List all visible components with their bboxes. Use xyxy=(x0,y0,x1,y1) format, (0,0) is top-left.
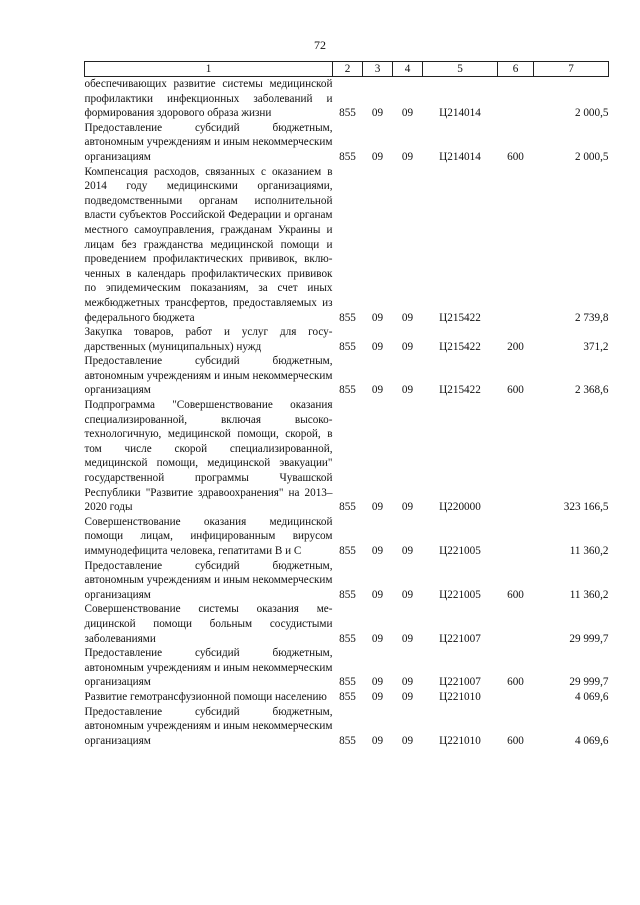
cell-type: 600 xyxy=(507,384,524,397)
cell-type xyxy=(498,515,534,559)
cell-target: Ц221010 xyxy=(439,690,481,703)
cell-subsection: 09 xyxy=(401,311,414,324)
table-row xyxy=(85,354,609,398)
cell-name: Предоставление субсидий бюджетным, автономным учреждениям и иным некоммерческим организациям xyxy=(84,121,333,163)
cell-amount: 2 000,5 xyxy=(574,150,609,163)
cell-subsection: 09 xyxy=(401,676,414,689)
cell-section: 09 xyxy=(371,150,384,163)
cell-target: Ц220000 xyxy=(439,501,481,514)
cell-name: Подпрограмма "Совершенствование оказания специализированной, включая высокотехнологичную, медицинской помощи, скорой, в том числе скорой специализированной, медицинской помощи, медицинской эвакуации" государственной программы Чувашской Республики "Развитие здравоохранения" на 2013–2020 годы xyxy=(84,399,333,514)
cell-name: Совершенствование системы оказания медицинской помощи больным сосудистыми заболеваниями xyxy=(84,603,333,645)
col-header-section: 3 xyxy=(363,62,393,77)
cell-section: 09 xyxy=(371,384,384,397)
cell-type: 600 xyxy=(507,150,524,163)
cell-amount: 29 999,7 xyxy=(569,632,609,645)
cell-type xyxy=(498,690,534,705)
table-row xyxy=(85,77,609,121)
cell-ministry: 855 xyxy=(339,107,356,120)
cell-target: Ц214014 xyxy=(439,107,481,120)
cell-ministry: 855 xyxy=(339,545,356,557)
cell-amount: 11 360,2 xyxy=(569,545,609,557)
cell-target: Ц221005 xyxy=(439,588,481,601)
cell-target: Ц221007 xyxy=(439,676,481,689)
table-row xyxy=(85,325,609,354)
cell-type xyxy=(498,77,534,121)
cell-ministry: 855 xyxy=(339,734,356,747)
cell-subsection: 09 xyxy=(401,501,414,514)
table-row xyxy=(85,646,609,690)
cell-ministry: 855 xyxy=(339,588,356,601)
col-header-name: 1 xyxy=(85,62,333,77)
cell-section: 09 xyxy=(371,340,384,353)
cell-ministry: 855 xyxy=(339,501,356,514)
col-header-subsection: 4 xyxy=(393,62,423,77)
cell-type xyxy=(498,602,534,646)
cell-section: 09 xyxy=(371,632,384,645)
cell-type: 200 xyxy=(507,340,524,353)
cell-type: 600 xyxy=(507,676,524,689)
cell-subsection: 09 xyxy=(401,690,414,703)
cell-target: Ц221010 xyxy=(439,734,481,747)
col-header-type: 6 xyxy=(498,62,534,77)
cell-name: обеспечивающих развитие системы медицинской профилактики инфекционных заболеваний и формирования здорового образа жизни xyxy=(84,78,333,120)
cell-name: Предоставление субсидий бюджетным, автономным учреждениям и иным некоммерческим организациям xyxy=(84,705,333,747)
cell-type: 600 xyxy=(507,588,524,601)
cell-amount: 323 166,5 xyxy=(563,501,609,514)
col-header-target: 5 xyxy=(423,62,498,77)
cell-amount: 4 069,6 xyxy=(574,734,609,747)
cell-amount: 2 000,5 xyxy=(574,107,609,120)
cell-section: 09 xyxy=(371,676,384,689)
cell-amount: 29 999,7 xyxy=(569,676,609,689)
cell-section: 09 xyxy=(371,311,384,324)
cell-section: 09 xyxy=(371,588,384,601)
cell-ministry: 855 xyxy=(339,150,356,163)
table-body xyxy=(85,77,609,749)
cell-target: Ц215422 xyxy=(439,340,481,353)
cell-target: Ц214014 xyxy=(439,150,481,163)
table-row xyxy=(85,398,609,515)
cell-amount: 4 069,6 xyxy=(574,690,609,703)
col-header-ministry: 2 xyxy=(333,62,363,77)
cell-subsection: 09 xyxy=(401,340,414,353)
cell-name: Компенсация расходов, связанных с оказанием в 2014 году медицинскими организациями, подведомственными органам исполнительной власти субъектов Российской Федерации и органам местного самоуправления, гражданам Украины и лицам без гражданства медицинской помощи и проведением профилактических прививок, включенных в календарь профилактических прививок по эпидемическим показаниям, за счет иных межбюджетных трансфертов, предоставляемых из федерального бюджета xyxy=(84,165,333,324)
header-row xyxy=(85,62,609,77)
cell-type xyxy=(498,165,534,326)
cell-section: 09 xyxy=(371,690,384,703)
cell-subsection: 09 xyxy=(401,588,414,601)
cell-ministry: 855 xyxy=(339,311,356,324)
col-header-amount: 7 xyxy=(534,62,609,77)
table-row xyxy=(85,705,609,749)
table-row xyxy=(85,165,609,326)
cell-section: 09 xyxy=(371,107,384,120)
cell-name: Предоставление субсидий бюджетным, автономным учреждениям и иным некоммерческим организациям xyxy=(84,355,333,397)
cell-name: Развитие гемотрансфузионной помощи населению xyxy=(84,690,327,703)
cell-section: 09 xyxy=(371,501,384,514)
cell-section: 09 xyxy=(371,545,384,557)
cell-subsection: 09 xyxy=(401,150,414,163)
cell-type: 600 xyxy=(507,734,524,747)
cell-subsection: 09 xyxy=(401,545,414,557)
cell-name: Предоставление субсидий бюджетным, автономным учреждениям и иным некоммерческим организациям xyxy=(84,647,333,689)
cell-name: Совершенствование оказания медицинской помощи лицам, инфицированным вирусом иммунодефицита человека, гепатитами В и С xyxy=(84,515,333,557)
page-number: 72 xyxy=(314,38,326,52)
table-row xyxy=(85,121,609,165)
cell-target: Ц221007 xyxy=(439,632,481,645)
cell-name: Закупка товаров, работ и услуг для государственных (муниципальных) нужд xyxy=(84,326,333,353)
table-row xyxy=(85,690,609,705)
cell-amount: 11 360,2 xyxy=(569,588,609,601)
cell-subsection: 09 xyxy=(401,632,414,645)
cell-amount: 2 739,8 xyxy=(574,311,609,324)
cell-section: 09 xyxy=(371,734,384,747)
cell-target: Ц215422 xyxy=(439,384,481,397)
table-row xyxy=(85,602,609,646)
cell-ministry: 855 xyxy=(339,676,356,689)
table-row xyxy=(85,515,609,559)
cell-name: Предоставление субсидий бюджетным, автономным учреждениям и иным некоммерческим организациям xyxy=(84,559,333,601)
cell-ministry: 855 xyxy=(339,690,356,703)
cell-ministry: 855 xyxy=(339,340,356,353)
cell-target: Ц221005 xyxy=(439,545,481,557)
cell-type xyxy=(498,398,534,515)
table-row xyxy=(85,559,609,603)
cell-ministry: 855 xyxy=(339,632,356,645)
cell-subsection: 09 xyxy=(401,384,414,397)
cell-ministry: 855 xyxy=(339,384,356,397)
cell-target: Ц215422 xyxy=(439,311,481,324)
cell-subsection: 09 xyxy=(401,734,414,747)
cell-amount: 2 368,6 xyxy=(574,384,609,397)
cell-subsection: 09 xyxy=(401,107,414,120)
cell-amount: 371,2 xyxy=(583,340,609,353)
budget-table xyxy=(84,61,609,748)
